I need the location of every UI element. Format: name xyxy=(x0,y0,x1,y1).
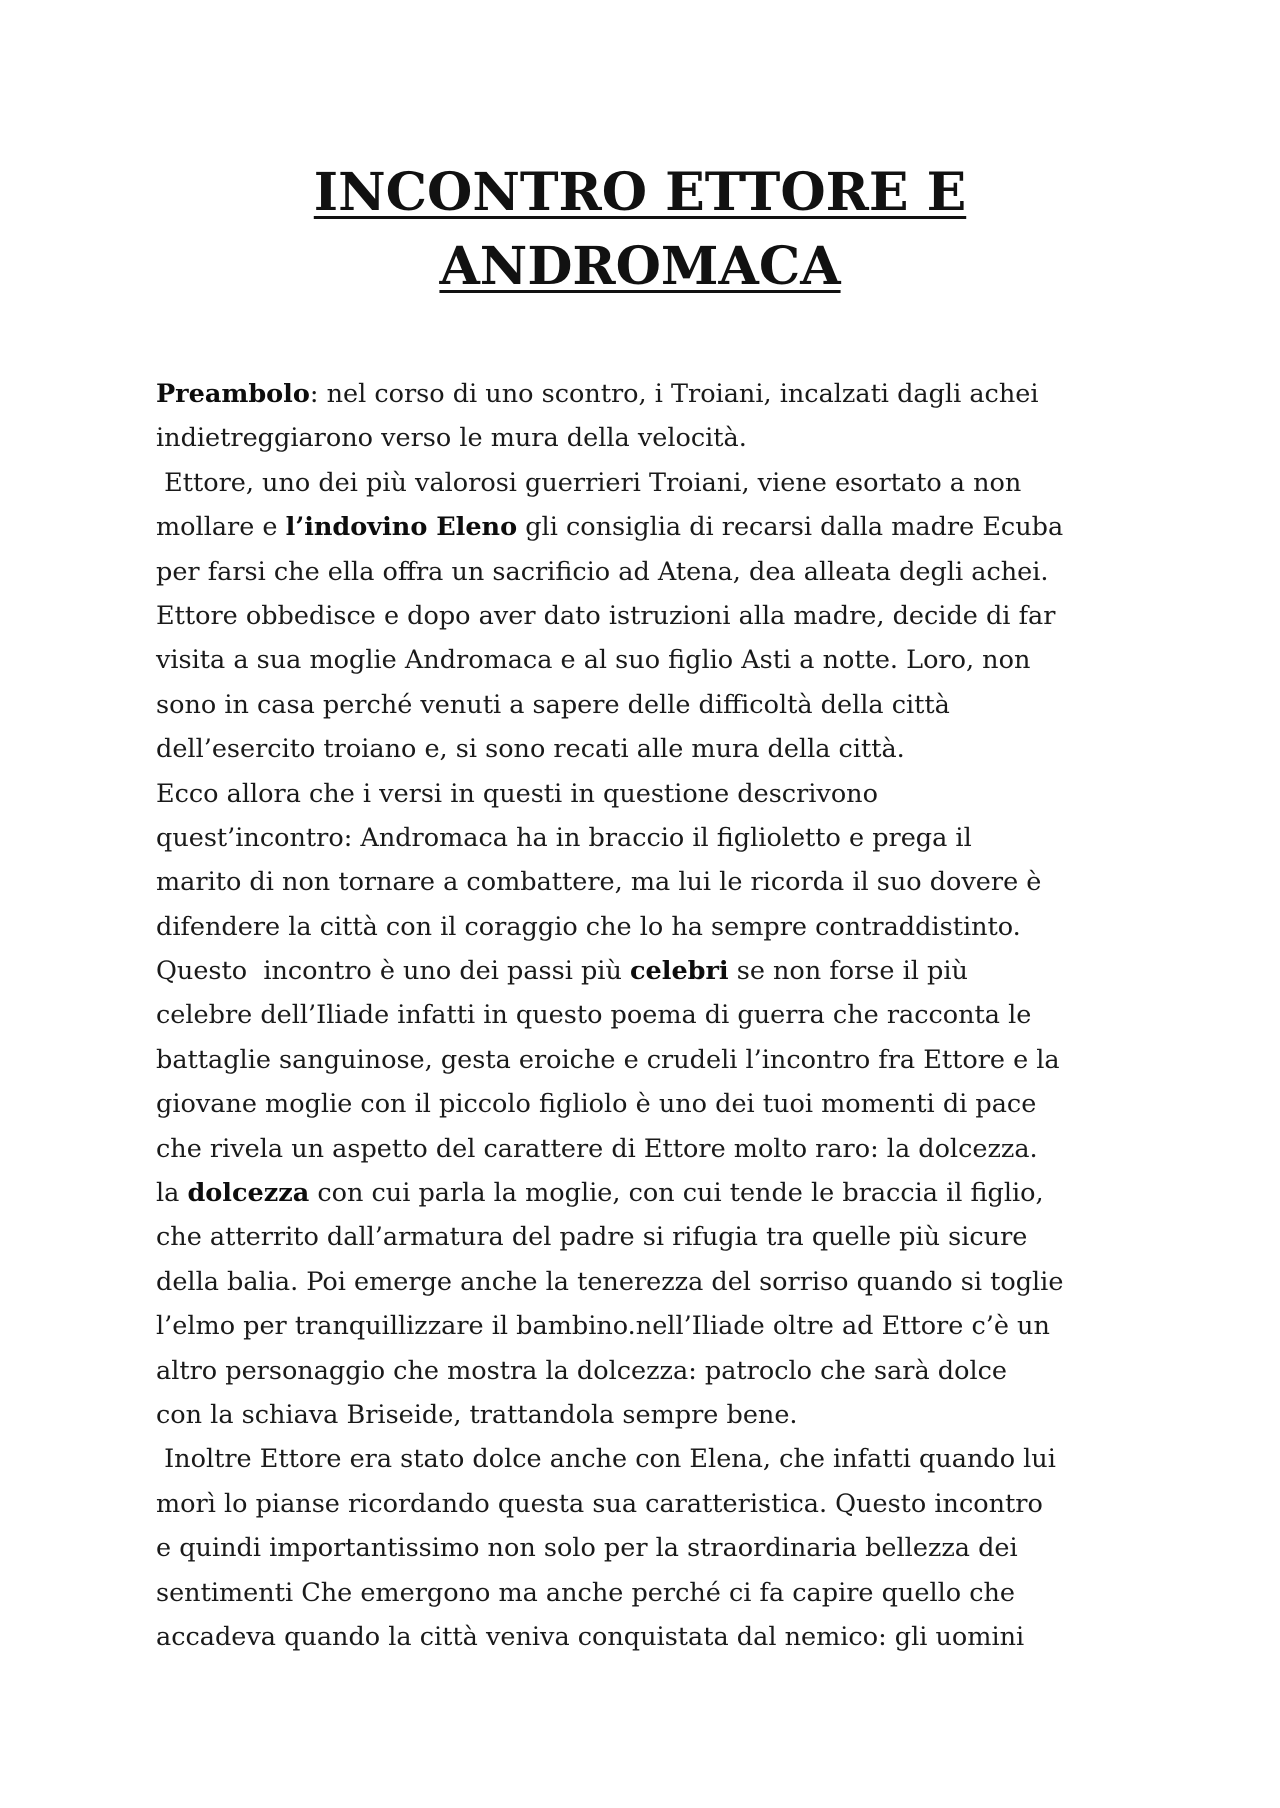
text-line xyxy=(156,372,1136,416)
text-run: altro personaggio che mostra la dolcezza: patroclo che sarà dolce xyxy=(156,1355,1007,1386)
text-line xyxy=(156,993,1136,1037)
text-run: sono in casa perché venuti a sapere delle difficoltà della città xyxy=(156,689,950,720)
text-run: se non forse il più xyxy=(728,956,968,987)
text-run: l’elmo per tranquillizzare il bambino.nell’Iliade oltre ad Ettore c’è un xyxy=(156,1311,1050,1342)
text-line xyxy=(156,727,1136,771)
text-line xyxy=(156,1082,1136,1126)
bold-term: dolcezza xyxy=(187,1178,310,1209)
text-line xyxy=(156,1171,1136,1215)
text-line xyxy=(156,816,1136,860)
text-run: quest’incontro: Andromaca ha in braccio il figlioletto e prega il xyxy=(156,822,972,853)
text-line xyxy=(156,772,1136,816)
text-run: sentimenti Che emergono ma anche perché ci fa capire quello che xyxy=(156,1577,1016,1608)
text-line xyxy=(156,860,1136,904)
text-line xyxy=(156,1482,1136,1526)
bold-term: l’indovino Eleno xyxy=(285,512,518,543)
text-run: Ettore obbedisce e dopo aver dato istruzioni alla madre, decide di far xyxy=(156,600,1056,631)
text-line xyxy=(156,1349,1136,1393)
text-line xyxy=(156,461,1136,505)
text-line xyxy=(156,1304,1136,1348)
text-run: visita a sua moglie Andromaca e al suo figlio Asti a notte. Loro, non xyxy=(156,645,1031,676)
text-run: giovane moglie con il piccolo figliolo è uno dei tuoi momenti di pace xyxy=(156,1089,1037,1120)
text-line xyxy=(156,416,1136,460)
bold-term: celebri xyxy=(630,956,729,987)
text-run: per farsi che ella offra un sacrificio ad Atena, dea alleata degli achei. xyxy=(156,556,1049,587)
text-run: difendere la città con il coraggio che lo ha sempre contraddistinto. xyxy=(156,911,1021,942)
text-line xyxy=(156,1038,1136,1082)
text-run: accadeva quando la città veniva conquistata dal nemico: gli uomini xyxy=(156,1621,1025,1652)
text-line xyxy=(156,905,1136,949)
text-line xyxy=(156,550,1136,594)
text-line xyxy=(156,1127,1136,1171)
text-run: battaglie sanguinose, gesta eroiche e crudeli l’incontro fra Ettore e la xyxy=(156,1044,1060,1075)
text-line xyxy=(156,1615,1136,1659)
text-run: celebre dell’Iliade infatti in questo poema di guerra che racconta le xyxy=(156,1000,1032,1031)
text-line xyxy=(156,1260,1136,1304)
text-run: Ettore, uno dei più valorosi guerrieri Troiani, viene esortato a non xyxy=(156,467,1022,498)
text-run: : nel corso di uno scontro, i Troiani, incalzati dagli achei xyxy=(309,379,1039,409)
text-line xyxy=(156,683,1136,727)
text-line xyxy=(156,1215,1136,1259)
text-line xyxy=(156,1393,1136,1437)
text-run: che atterrito dall’armatura del padre si rifugia tra quelle più sicure xyxy=(156,1222,1028,1253)
text-line xyxy=(156,949,1136,993)
page-title xyxy=(0,156,1280,304)
body-text xyxy=(156,372,1136,1659)
text-line xyxy=(156,1526,1136,1570)
title-line-2: ANDROMACA xyxy=(439,236,841,297)
text-run: mollare e xyxy=(156,512,286,543)
text-run: morì lo pianse ricordando questa sua caratteristica. Questo incontro xyxy=(156,1488,1043,1519)
text-line xyxy=(156,505,1136,549)
text-run: la xyxy=(156,1178,188,1209)
text-line xyxy=(156,638,1136,682)
text-line xyxy=(156,594,1136,638)
title-line-1: INCONTRO ETTORE E xyxy=(313,162,967,223)
text-run: con cui parla la moglie, con cui tende le braccia il figlio, xyxy=(309,1178,1044,1209)
bold-term: Preambolo xyxy=(156,379,310,409)
text-line xyxy=(156,1571,1136,1615)
text-run: indietreggiarono verso le mura della velocità. xyxy=(156,423,747,454)
text-run: della balia. Poi emerge anche la tenerezza del sorriso quando si toglie xyxy=(156,1266,1064,1297)
text-run: che rivela un aspetto del carattere di Ettore molto raro: la dolcezza. xyxy=(156,1133,1038,1164)
text-run: con la schiava Briseide, trattandola sempre bene. xyxy=(156,1399,798,1430)
text-run: Inoltre Ettore era stato dolce anche con Elena, che infatti quando lui xyxy=(156,1444,1056,1475)
text-run: Questo incontro è uno dei passi più xyxy=(156,956,630,987)
text-run: e quindi importantissimo non solo per la straordinaria bellezza dei xyxy=(156,1533,1018,1564)
text-run: dell’esercito troiano e, si sono recati alle mura della città. xyxy=(156,734,905,765)
text-run: gli consiglia di recarsi dalla madre Ecuba xyxy=(517,512,1064,543)
text-line xyxy=(156,1437,1136,1481)
text-run: marito di non tornare a combattere, ma lui le ricorda il suo dovere è xyxy=(156,867,1042,898)
text-run: Ecco allora che i versi in questi in questione descrivono xyxy=(156,778,878,809)
